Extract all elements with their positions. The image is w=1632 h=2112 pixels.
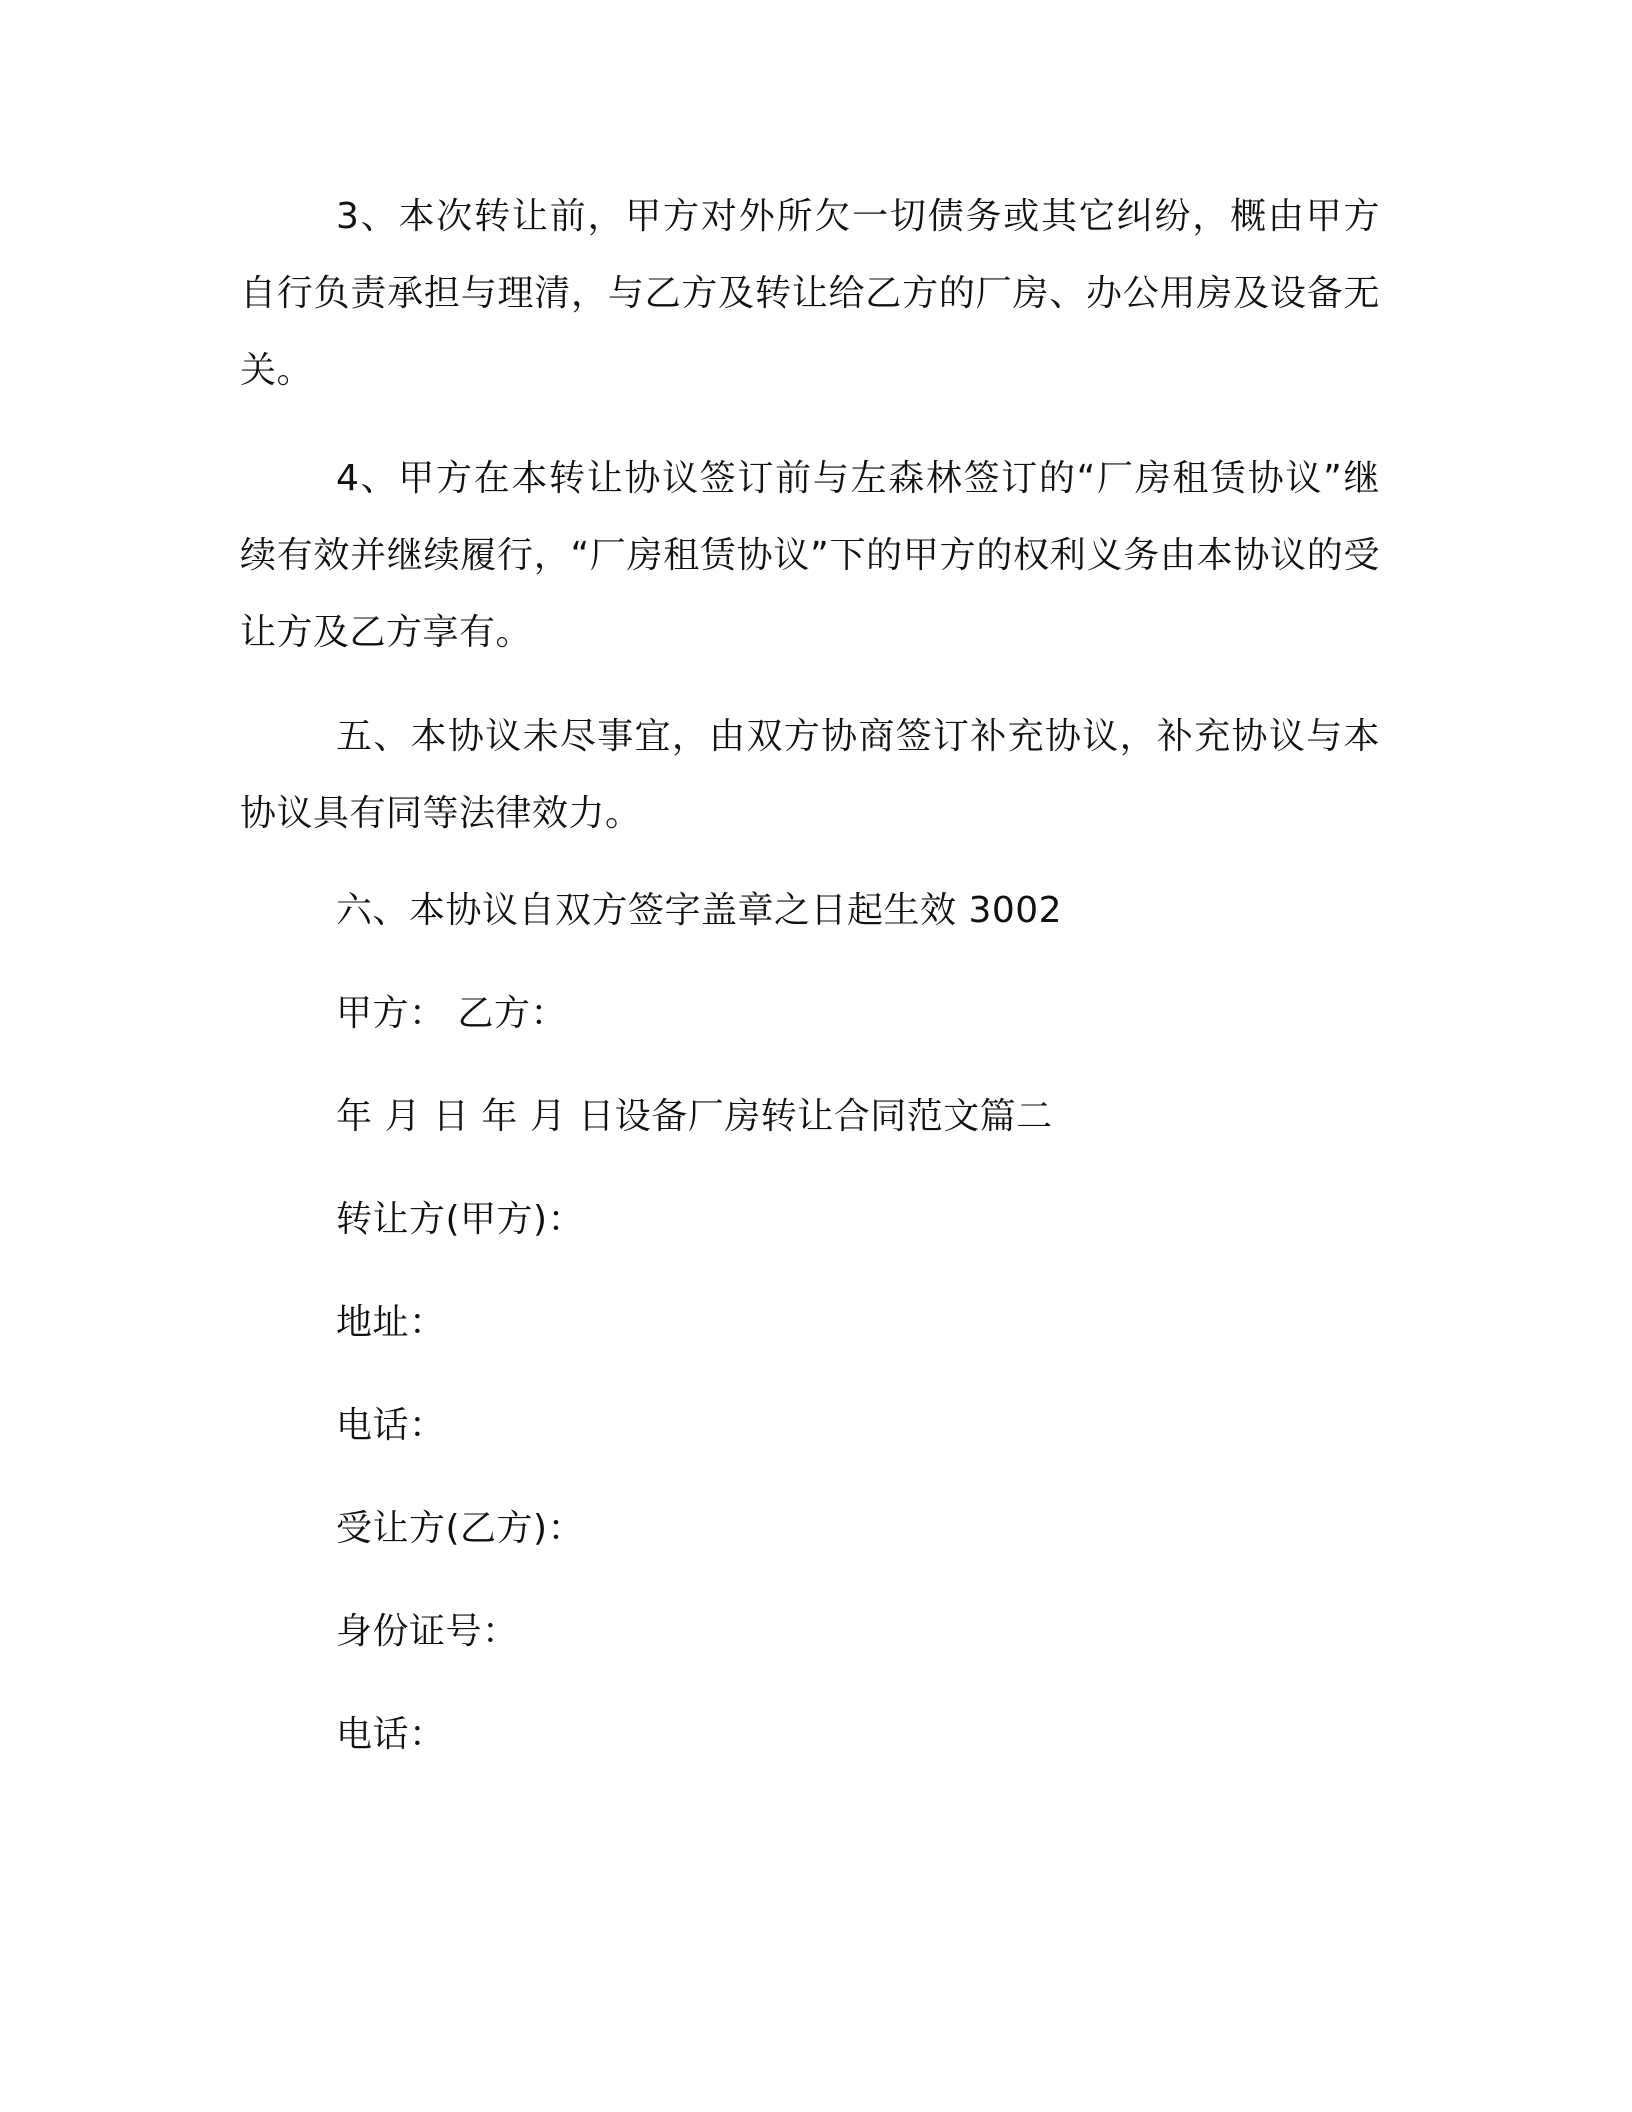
address-label: 地址：: [336, 1302, 446, 1343]
transferor-label: 转让方(甲方)：: [336, 1199, 585, 1240]
phone-label-2: 电话：: [336, 1714, 446, 1755]
clause-six-line: 六、本协议自双方签字盖章之日起生效 3002: [336, 890, 1063, 931]
date-title-line: 年 月 日 年 月 日设备厂房转让合同范文篇二: [336, 1096, 1053, 1137]
party-signature-line: 甲方： 乙方：: [336, 993, 567, 1034]
clause-five-paragraph: 五、本协议未尽事宜，由双方协商签订补充协议，补充协议与本协议具有同等法律效力。: [240, 716, 1380, 834]
transferee-label: 受让方(乙方)：: [336, 1508, 585, 1549]
clause-3-paragraph: 3、本次转让前，甲方对外所欠一切债务或其它纠纷，概由甲方自行负责承担与理清，与乙方及转让给乙方的厂房、办公用房及设备无关。: [240, 196, 1380, 391]
phone-label: 电话：: [336, 1405, 446, 1446]
id-number-label: 身份证号：: [336, 1611, 519, 1652]
clause-4-paragraph: 4、甲方在本转让协议签订前与左森林签订的“厂房租赁协议”继续有效并继续履行，“厂房租赁协议”下的甲方的权利义务由本协议的受让方及乙方享有。: [240, 458, 1380, 653]
